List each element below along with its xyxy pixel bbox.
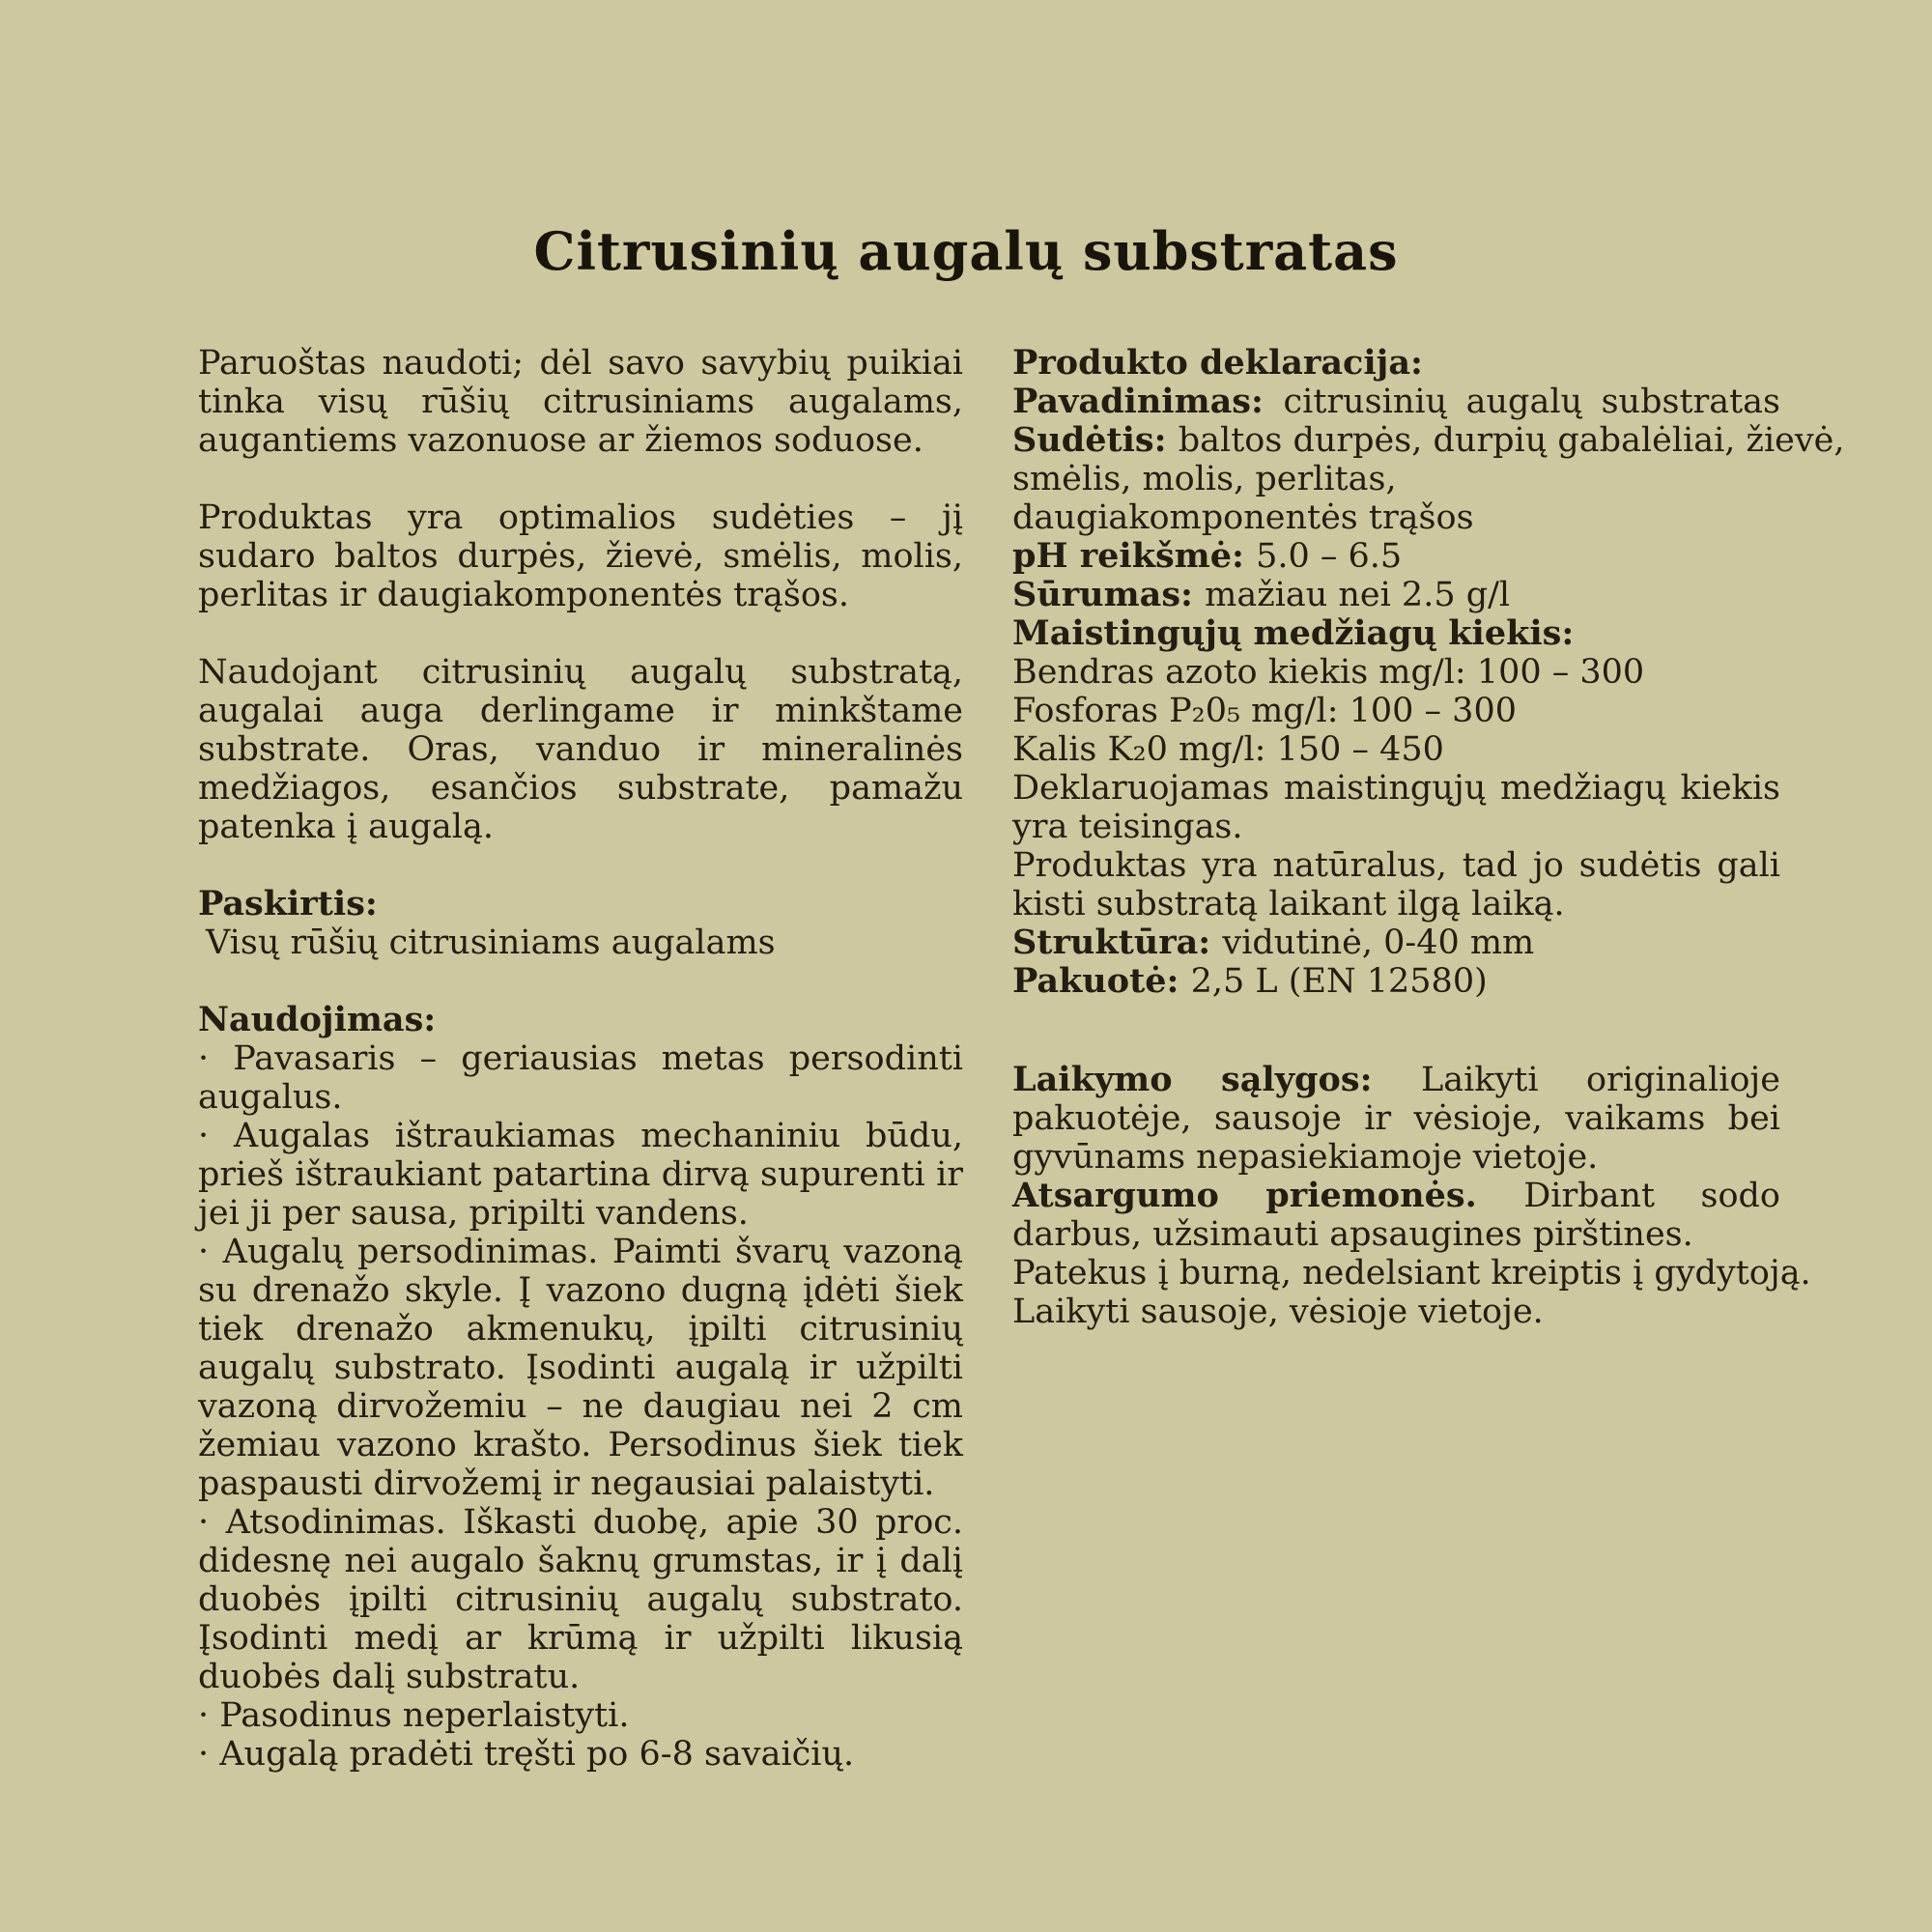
package-value: 2,5 L (EN 12580) — [1190, 962, 1488, 1001]
nutrient-potassium-row: Kalis K₂0 mg/l: 150 – 450 — [1012, 730, 1444, 769]
nutrient-nitrogen-row: Bendras azoto kiekis mg/l: 100 – 300 — [1012, 653, 1645, 692]
precautions-row — [1012, 1177, 1780, 1254]
usage-bullet-repotting: · Augalų persodinimas. Paimti švarų vazoną su drenažo skyle. Į vazono dugną įdėti šiek tiek drenažo akmenukų, įpilti citrusinių augalų substrato. Įsodinti augalą ir užpilti vazoną dirvožemiu – ne daugiau nei 2 cm žemiau vazono krašto. Persodinus šiek tiek paspausti dirvožemį ir negausiai palaistyti. — [198, 1233, 963, 1503]
storage-text: Laikyti originalioje pakuotėje, sausoje ir vėsioje, vaikams bei gyvūnams nepasiekiamoje vietoje. — [1012, 1061, 1780, 1177]
usage-bullet-watering: · Pasodinus neperlaistyti. — [198, 1696, 630, 1735]
intro-paragraph-2: Produktas yra optimalios sudėties – jį sudaro baltos durpės, žievė, smėlis, molis, perlitas ir daugiakomponentės trąšos. — [198, 498, 963, 614]
ph-row — [1012, 537, 1780, 576]
intro-paragraph-3: Naudojant citrusinių augalų substratą, augalai auga derlingame ir minkštame substrate. Oras, vanduo ir mineralinės medžiagos, esančios substrate, pamažu patenka į augalą. — [198, 653, 963, 846]
naudojimas-heading: Naudojimas: — [198, 1000, 437, 1039]
composition-line-1: baltos durpės, durpių gabalėliai, žievė, — [1178, 421, 1845, 460]
product-name-label: Pavadinimas: — [1012, 382, 1284, 421]
right-column — [1012, 343, 1845, 1331]
nutrients-heading: Maistingųjų medžiagų kiekis: — [1012, 613, 1575, 653]
nutrient-phosphorus-row: Fosforas P₂0₅ mg/l: 100 – 300 — [1012, 692, 1517, 730]
spacer — [1012, 1001, 1780, 1061]
spacer — [198, 846, 963, 885]
salinity-value: mažiau nei 2.5 g/l — [1205, 576, 1511, 614]
precautions-text: Dirbant sodo darbus, užsimauti apsaugines pirštines. — [1012, 1177, 1780, 1254]
left-column — [198, 344, 963, 1774]
salinity-row — [1012, 576, 1780, 614]
declaration-heading: Produkto deklaracija: — [1012, 343, 1423, 383]
mouth-warning-line: Patekus į burną, nedelsiant kreiptis į gydytoją. — [1012, 1254, 1811, 1293]
paskirtis-text: Visų rūšių citrusiniams augalams — [206, 923, 776, 962]
composition-line-2: smėlis, molis, perlitas, — [1012, 460, 1397, 498]
composition-row — [1012, 420, 1845, 460]
structure-value: vidutinė, 0-40 mm — [1222, 923, 1535, 962]
spacer — [198, 614, 963, 653]
package-label: Pakuotė: — [1012, 961, 1191, 1001]
keep-dry-line: Laikyti sausoje, vėsioje vietoje. — [1012, 1293, 1544, 1331]
storage-conditions-row — [1012, 1061, 1780, 1177]
product-name-row — [1012, 383, 1780, 421]
spacer — [198, 460, 963, 498]
salinity-label: Sūrumas: — [1012, 575, 1206, 614]
nutrients-declaration-note: Deklaruojamas maistingųjų medžiagų kiekis yra teisingas. — [1012, 769, 1780, 846]
spacer — [198, 962, 963, 1001]
structure-label: Struktūra: — [1012, 923, 1223, 962]
usage-bullet-extraction: · Augalas ištraukiamas mechaniniu būdu, prieš ištraukiant patartina dirvą supurenti ir jei ji per sausa, pripilti vandens. — [198, 1117, 963, 1233]
intro-paragraph-1: Paruoštas naudoti; dėl savo savybių puikiai tinka visų rūšių citrusiniams augalams, augantiems vazonuose ar žiemos soduose. — [198, 344, 963, 460]
structure-row — [1012, 923, 1780, 962]
precautions-label: Atsargumo priemonės. — [1012, 1176, 1524, 1215]
ph-label: pH reikšmė: — [1012, 536, 1257, 576]
usage-bullet-replanting: · Atsodinimas. Iškasti duobę, apie 30 proc. didesnę nei augalo šaknų grumstas, ir į dalį duobės įpilti citrusinių augalų substrato. Įsodinti medį ar krūmą ir užpilti likusią duobės dalį substratu. — [198, 1503, 963, 1696]
composition-label: Sudėtis: — [1012, 420, 1179, 460]
paskirtis-heading: Paskirtis: — [198, 884, 378, 923]
natural-product-note: Produktas yra natūralus, tad jo sudėtis gali kisti substratą laikant ilgą laiką. — [1012, 846, 1780, 923]
storage-label: Laikymo sąlygos: — [1012, 1060, 1421, 1099]
composition-line-3: daugiakomponentės trąšos — [1012, 498, 1474, 537]
page-title: Citrusinių augalų substratas — [533, 220, 1399, 282]
usage-bullet-spring: · Pavasaris – geriausias metas persodinti augalus. — [198, 1039, 963, 1117]
product-name-value: citrusinių augalų substratas — [1283, 383, 1781, 421]
package-row — [1012, 962, 1780, 1001]
usage-bullet-fertilizing: · Augalą pradėti tręšti po 6-8 savaičių. — [198, 1735, 855, 1774]
ph-value: 5.0 – 6.5 — [1256, 537, 1403, 576]
